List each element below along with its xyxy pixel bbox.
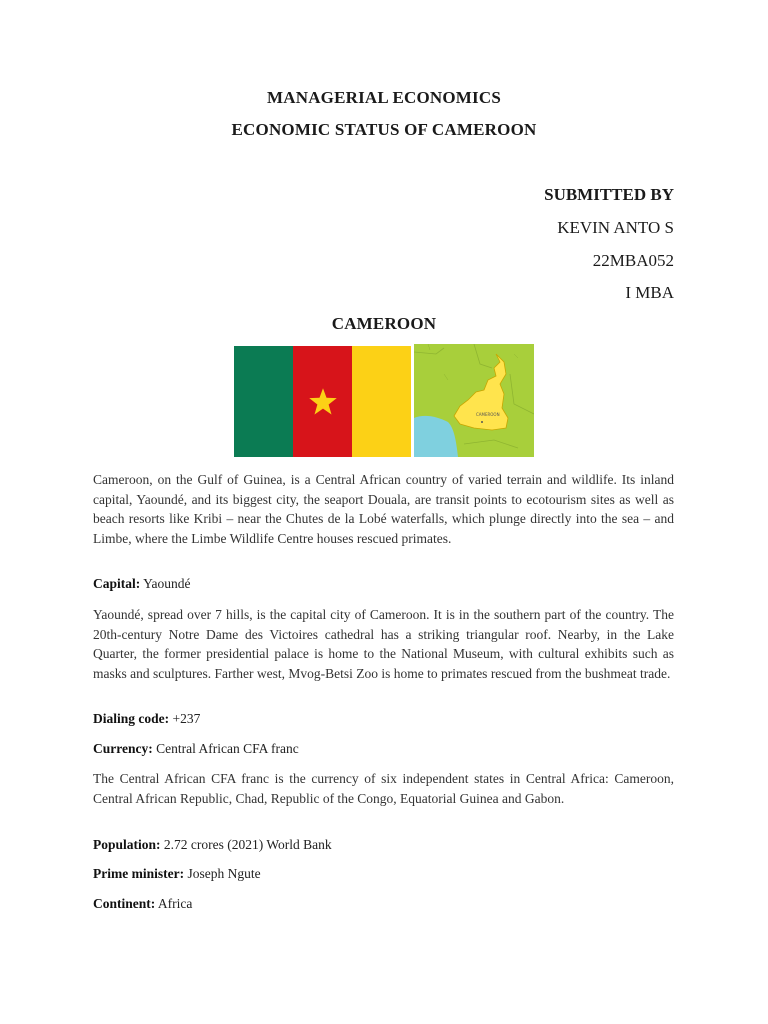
population-label: Population:: [93, 837, 161, 852]
dialing-label: Dialing code:: [93, 711, 170, 726]
flag-band-red: [293, 346, 352, 457]
flag-band-yellow: [352, 346, 411, 457]
intro-paragraph: Cameroon, on the Gulf of Guinea, is a Central African country of varied terrain and wildlife. Its inland capital, Yaoundé, and its biggest city, the seaport Douala, are transit points to ecotourism sites as well as beach resorts like Kribi – near the Chutes de la Lobé waterfalls, which plunge directly into the sea – and Limbe, where the Limbe Wildlife Centre houses rescued primates.: [93, 472, 674, 546]
capital-field: [93, 576, 191, 592]
prime-minister-value: Joseph Ngute: [187, 866, 261, 881]
roll-number: 22MBA052: [592, 251, 674, 270]
capital-value: Yaoundé: [143, 576, 191, 591]
map-country-label: CAMEROON: [476, 412, 500, 417]
dialing-value: +237: [172, 711, 201, 726]
topic-title: ECONOMIC STATUS OF CAMEROON: [231, 120, 537, 139]
student-name: KEVIN ANTO S: [557, 218, 674, 237]
continent-value: Africa: [157, 896, 193, 911]
currency-paragraph: The Central African CFA franc is the currency of six independent states in Central Africa: Cameroon, Central African Republic, Chad, Republic of the Congo, Equatorial Guinea and Gabon.: [93, 771, 674, 806]
population-value: 2.72 crores (2021) World Bank: [163, 837, 332, 852]
dialing-field: [93, 711, 200, 727]
capital-label: Capital:: [93, 576, 141, 591]
prime-minister-label: Prime minister:: [93, 866, 185, 881]
cameroon-flag-image: [234, 346, 411, 457]
section-title: CAMEROON: [331, 314, 437, 333]
prime-minister-field: [93, 866, 261, 882]
currency-label: Currency:: [93, 741, 153, 756]
program-name: I MBA: [625, 283, 674, 302]
course-title: MANAGERIAL ECONOMICS: [267, 88, 501, 107]
submitted-by-heading: SUBMITTED BY: [544, 185, 674, 204]
continent-field: [93, 896, 192, 912]
star-icon: [308, 387, 338, 417]
flag-band-green: [234, 346, 293, 457]
population-field: [93, 837, 332, 853]
cameroon-map-image: [414, 344, 534, 457]
continent-label: Continent:: [93, 896, 156, 911]
capital-paragraph: Yaoundé, spread over 7 hills, is the capital city of Cameroon. It is in the southern part of the country. The 20th-century Notre Dame des Victoires cathedral has a striking triangular roof. Nearby, in the Lake Quarter, the former presidential palace is home to the National Museum, with cultural exhibits such as masks and sculptures. Farther west, Mvog-Betsi Zoo is home to primates rescued from the bushmeat trade.: [93, 607, 674, 681]
currency-value: Central African CFA franc: [156, 741, 299, 756]
currency-field: [93, 741, 299, 757]
